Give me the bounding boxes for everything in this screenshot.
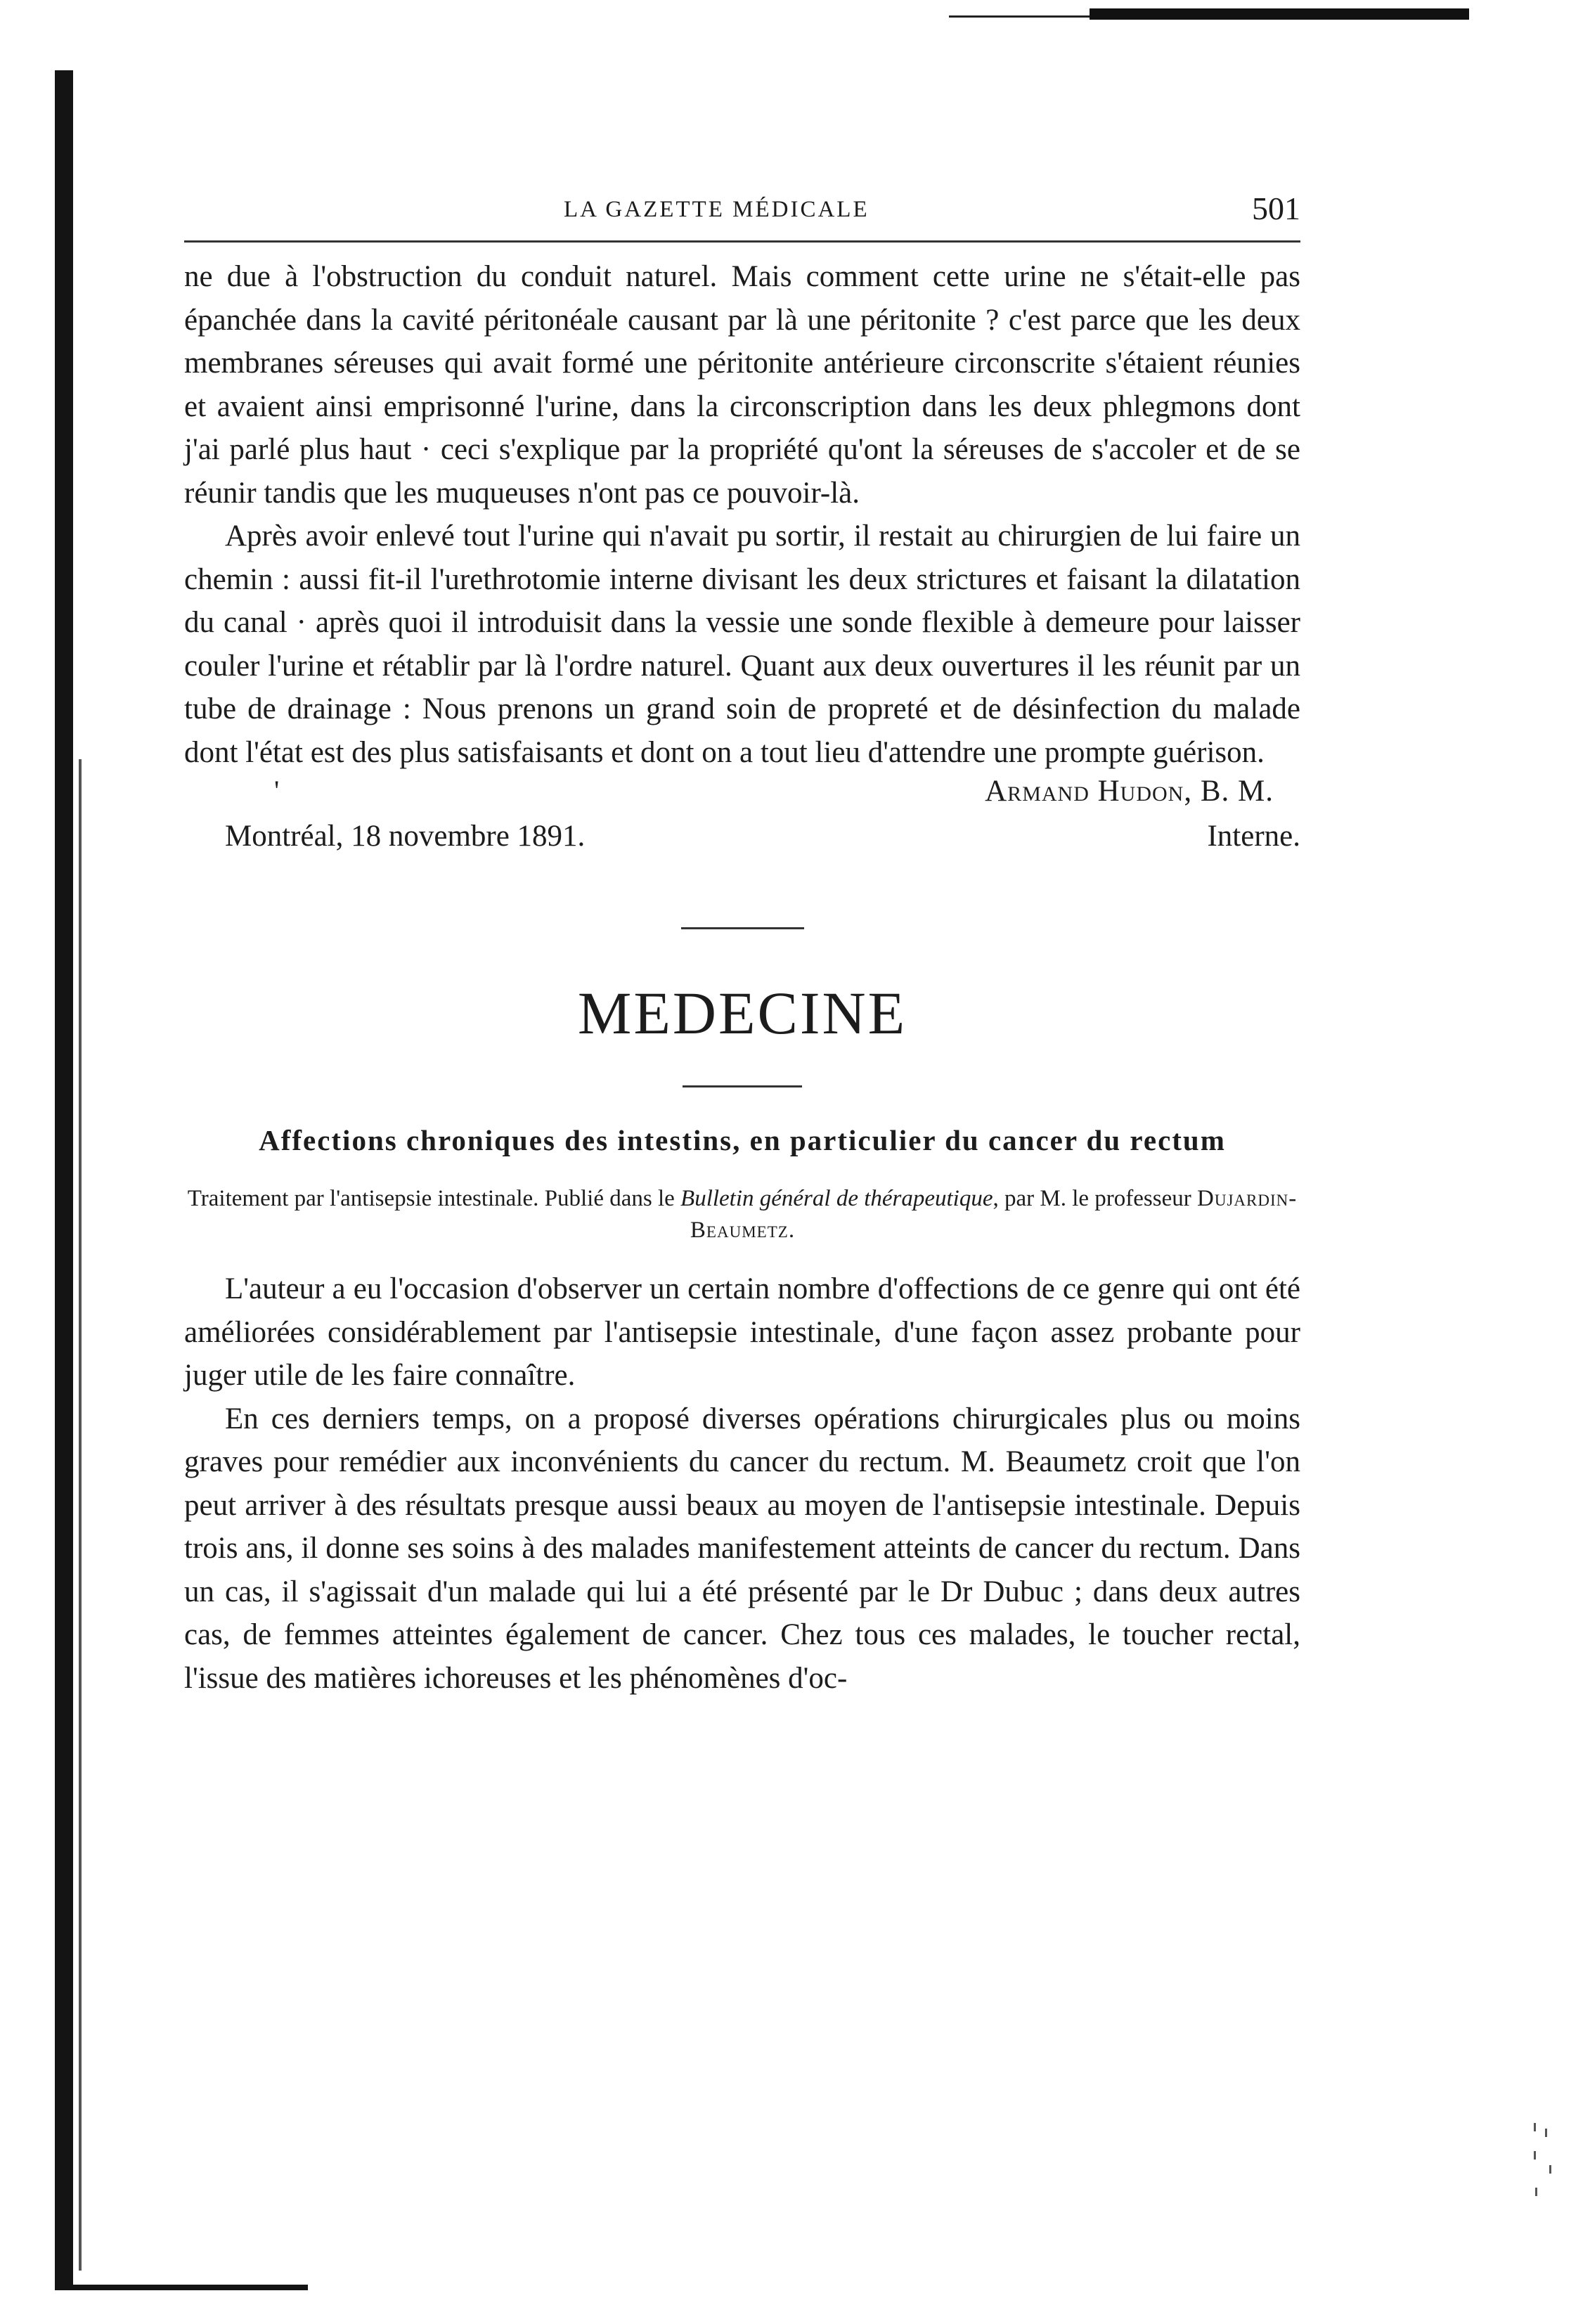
signature-role: Interne. xyxy=(1207,820,1300,853)
signature-place-date: Montréal, 18 novembre 1891. xyxy=(225,820,586,853)
article-paragraph: En ces derniers temps, on a proposé diverses opérations chirurgicales plus ou moins graves pour remédier aux inconvénients du cancer du rectum. M. Beaumetz croit que l'on peut arriver à des résultats presque aussi beaux au moyen de l'antisepsie intestinale. Depuis trois ans, il donne ses soins à des malades manifestement atteints de cancer du rectum. Dans un cas, il s'agissait d'un malade qui lui a été présenté par le Dr Dubuc ; dans deux autres cas, de femmes atteintes également de cancer. Chez tous ces malades, le toucher rectal, l'issue des matières ichoreuses et les phénomènes d'oc- xyxy=(184,1402,1300,1695)
scan-margin-specks xyxy=(1532,2123,1560,2207)
signature-block xyxy=(184,774,1300,861)
speck xyxy=(1534,2151,1536,2160)
section-heading: MEDECINE xyxy=(577,979,907,1047)
speck xyxy=(1534,2123,1536,2131)
subtitle-author: Dujardin-Beaumetz xyxy=(690,1186,1298,1243)
continuation-paragraph: ne due à l'obstruction du conduit naturel. Mais comment cette urine ne s'était-elle pas épanchée dans la cavité péritonéale causant par là une péritonite ? c'est parce que les deux membranes séreuses qui avait formé une péritonite antérieure circonscrite s'étaient réunies et avaient ainsi emprisonné l'urine, dans la circonscription dans les deux phlegmons dont j'ai parlé plus haut · ceci s'explique par la propriété qu'ont la séreuses de s'accoler et de se réunir tandis que les muqueuses n'ont pas ce pouvoir-là. xyxy=(184,260,1300,510)
signature-mark: ' xyxy=(274,775,280,806)
article-subtitle xyxy=(184,1183,1300,1246)
running-head-title: LA GAZETTE MÉDICALE xyxy=(564,197,870,222)
scan-top-rule-thin xyxy=(949,15,1090,18)
scan-bottom-border xyxy=(55,2285,308,2290)
heading-divider xyxy=(683,1085,802,1087)
subtitle-text: , par M. le professeur xyxy=(993,1186,1197,1211)
speck xyxy=(1535,2188,1537,2196)
subtitle-text: . xyxy=(788,1218,795,1243)
article-text xyxy=(184,1267,1300,1700)
scan-left-border xyxy=(55,70,73,2285)
subtitle-text: Traitement par l'antisepsie intestinale. Publié dans le xyxy=(187,1186,681,1211)
speck xyxy=(1549,2165,1551,2174)
scan-left-border-inner xyxy=(79,759,82,2271)
page-number: 501 xyxy=(1252,191,1300,226)
article-paragraph: L'auteur a eu l'occasion d'observer un certain nombre d'offections de ce genre qui ont été améliorées considérablement par l'antisepsie intestinale, d'une façon assez probante pour juger utile de les faire connaître. xyxy=(184,1272,1300,1392)
section-divider xyxy=(681,927,804,929)
running-head xyxy=(184,190,1300,232)
continuation-text xyxy=(184,255,1300,774)
scan-top-rule xyxy=(949,6,1469,20)
article-title: Affections chroniques des intestins, en particulier du cancer du rectum xyxy=(259,1124,1226,1156)
running-head-rule xyxy=(184,240,1300,243)
signature-author: Armand Hudon, B. M. xyxy=(985,775,1274,808)
page xyxy=(184,190,1300,1700)
subtitle-journal: Bulletin général de thérapeutique xyxy=(680,1186,993,1211)
speck xyxy=(1545,2129,1547,2137)
scan-top-rule-thick xyxy=(1090,8,1469,20)
continuation-paragraph: Après avoir enlevé tout l'urine qui n'avait pu sortir, il restait au chirurgien de lui faire un chemin : aussi fit-il l'urethrotomie interne divisant les deux strictures et faisant la dilatation du canal · après quoi il introduisit dans la vessie une sonde flexible à demeure pour laisser couler l'urine et rétablir par là l'ordre naturel. Quant aux deux ouvertures il les réunit par un tube de drainage : Nous prenons un grand soin de propreté et de désinfection du malade dont l'état est des plus satisfaisants et dont on a tout lieu d'attendre une prompte guérison. xyxy=(184,519,1300,769)
